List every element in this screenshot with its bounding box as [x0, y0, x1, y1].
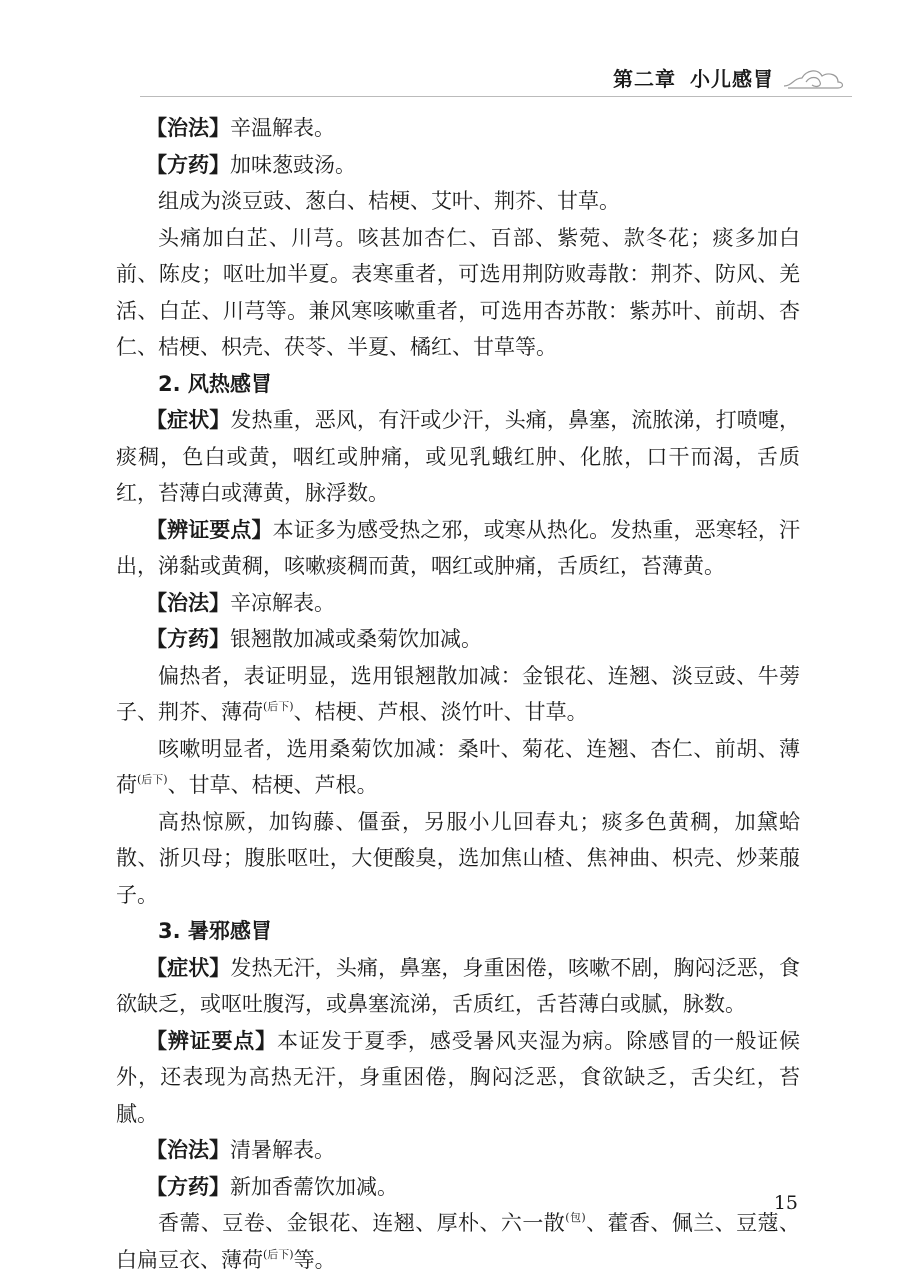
cloud-ornament-icon — [782, 62, 846, 92]
recipe-text: 偏热者，表证明显，选用银翘散加减：金银花、连翘、淡豆豉、牛蒡子、荆芥、薄荷 — [116, 663, 800, 724]
key-points-text: 本证发于夏季，感受暑风夹湿为病。除感冒的一般证候外，还表现为高热无汗，身重困倦，胸闷泛恶，食欲缺乏，舌尖红，苔腻。 — [116, 1028, 801, 1126]
prescription-label: 【方药】 — [146, 152, 230, 177]
decoct-later-note: (后下) — [137, 773, 168, 786]
wind-heat-key-points — [116, 512, 800, 585]
recipe-text: 等。 — [293, 1247, 336, 1272]
symptoms-label: 【症状】 — [146, 408, 231, 432]
wind-cold-composition: 组成为淡豆豉、葱白、桔梗、艾叶、荆芥、甘草。 — [158, 189, 620, 213]
running-header-title — [613, 63, 774, 92]
key-points-label: 【辨证要点】 — [146, 1028, 277, 1053]
recipe-text: 、甘草、桔梗、芦根。 — [167, 773, 378, 797]
prescription-text: 新加香薷饮加减。 — [230, 1174, 398, 1199]
symptoms-text: 发热无汗，头痛，鼻塞，身重困倦，咳嗽不剧，胸闷泛恶，食欲缺乏，或呕吐腹泻，或鼻塞流涕，舌质红，舌苔薄白或腻，脉数。 — [116, 955, 801, 1016]
header-rule — [140, 96, 852, 97]
treatment-text: 辛凉解表。 — [230, 590, 335, 615]
wrapped-note: (包) — [565, 1211, 586, 1224]
wind-cold-modifications: 头痛加白芷、川芎。咳甚加杏仁、百部、紫菀、款冬花；痰多加白前、陈皮；呕吐加半夏。表寒重者，可选用荆防败毒散：荆芥、防风、羌活、白芷、川芎等。兼风寒咳嗽重者，可选用杏苏散：紫苏叶、前胡、杏仁、桔梗、枳壳、茯苓、半夏、橘红、甘草等。 — [116, 225, 800, 359]
wind-heat-additions: 高热惊厥，加钩藤、僵蚕，另服小儿回春丸；痰多色黄稠，加黛蛤散、浙贝母；腹胀呕吐，大便酸臭，选加焦山楂、焦神曲、枳壳、炒莱菔子。 — [116, 809, 800, 907]
wind-heat-treatment — [116, 585, 800, 622]
symptoms-label: 【症状】 — [146, 955, 231, 980]
chapter-title: 小儿感冒 — [690, 66, 774, 91]
key-points-text: 本证多为感受热之邪，或寒从热化。发热重，恶寒轻，汗出，涕黏或黄稠，咳嗽痰稠而黄，咽红或肿痛，舌质红，苔薄黄。 — [116, 517, 801, 578]
recipe-text: 、藿香、佩兰、豆蔻、白扁豆衣、薄荷 — [116, 1211, 800, 1272]
treatment-label: 【治法】 — [146, 590, 230, 615]
key-points-label: 【辨证要点】 — [146, 517, 273, 542]
summer-heat-treatment — [116, 1132, 800, 1169]
recipe-text: 香薷、豆卷、金银花、连翘、厚朴、六一散 — [158, 1211, 566, 1235]
section-title-summer-heat: 3. 暑邪感冒 — [158, 919, 272, 943]
summer-heat-recipe — [116, 1205, 800, 1278]
wind-cold-treatment — [116, 110, 800, 147]
section-title-wind-heat: 2. 风热感冒 — [158, 371, 272, 396]
treatment-label: 【治法】 — [146, 116, 230, 140]
symptoms-text: 发热重，恶风，有汗或少汗，头痛，鼻塞，流脓涕，打喷嚏，痰稠，色白或黄，咽红或肿痛，或见乳蛾红肿、化脓，口干而渴，舌质红，苔薄白或薄黄，脉浮数。 — [116, 408, 801, 505]
wind-heat-symptoms — [116, 402, 800, 512]
treatment-text: 辛温解表。 — [230, 116, 335, 140]
summer-heat-prescription — [116, 1169, 800, 1206]
decoct-later-note: (后下) — [263, 1247, 294, 1261]
prescription-label: 【方药】 — [146, 627, 230, 651]
decoct-later-note: (后下) — [263, 700, 294, 713]
recipe-text: 、桔梗、芦根、淡竹叶、甘草。 — [293, 700, 588, 724]
chapter-number: 第二章 — [613, 66, 676, 91]
page-body — [116, 110, 800, 1278]
wind-cold-prescription — [116, 147, 800, 184]
summer-heat-key-points — [116, 1023, 800, 1133]
treatment-label: 【治法】 — [146, 1138, 230, 1162]
recipe-text: 咳嗽明显者，选用桑菊饮加减：桑叶、菊花、连翘、杏仁、前胡、薄荷 — [116, 736, 800, 797]
prescription-text: 加味葱豉汤。 — [230, 152, 356, 177]
summer-heat-symptoms — [116, 950, 800, 1023]
wind-heat-recipe-yinqiao — [116, 658, 800, 731]
wind-heat-prescription — [116, 621, 800, 658]
wind-heat-recipe-sangju — [116, 731, 800, 804]
prescription-text: 银翘散加减或桑菊饮加减。 — [230, 627, 482, 651]
treatment-text: 清暑解表。 — [230, 1138, 335, 1162]
running-header — [613, 62, 846, 92]
prescription-label: 【方药】 — [146, 1174, 230, 1199]
page-number: 15 — [773, 1192, 798, 1214]
